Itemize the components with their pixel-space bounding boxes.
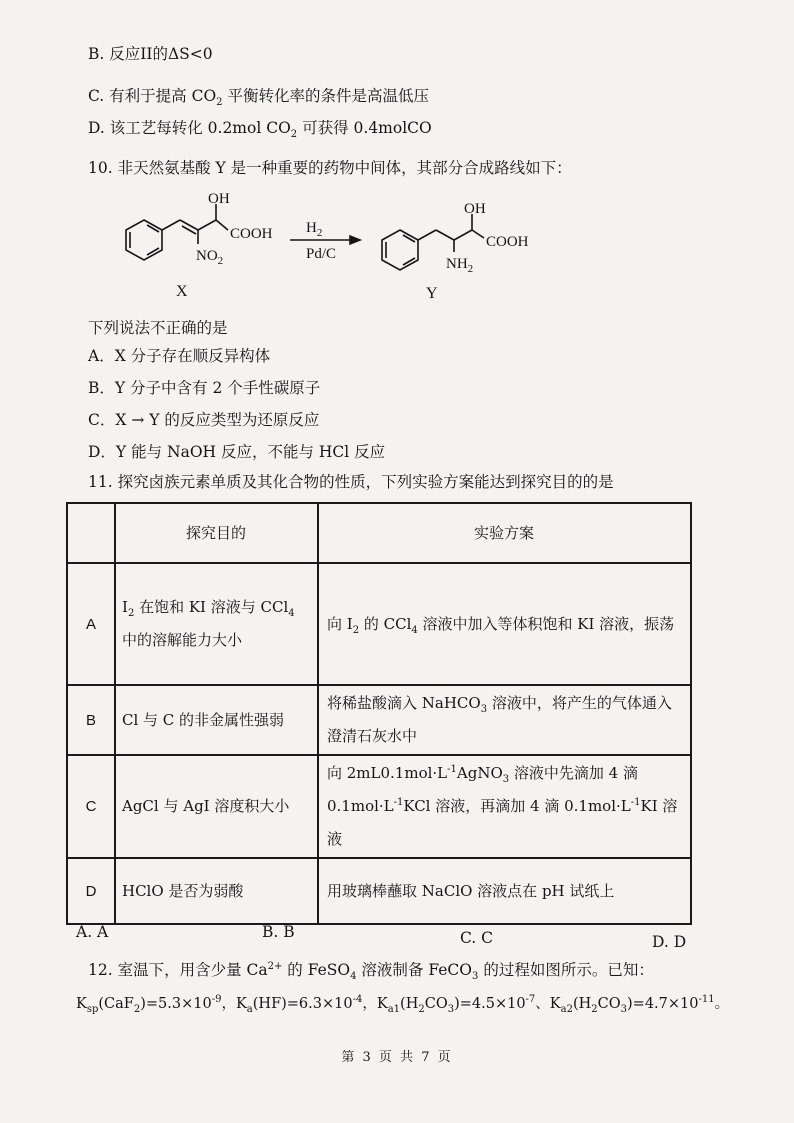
reaction-scheme-svg (118, 192, 568, 304)
row-label: B (67, 685, 115, 755)
q12-constants (76, 994, 729, 1014)
q9-option-b: B. 反应II的ΔS<0 (88, 45, 213, 63)
purpose-sub: 2 (127, 608, 135, 619)
y-nh2-main: NH (446, 256, 468, 272)
q9-option-c (88, 86, 429, 109)
row-label: C (67, 755, 115, 858)
y-nh2-sub: 2 (467, 263, 474, 275)
experiment-table (66, 502, 692, 925)
y-nh2-label (446, 256, 473, 275)
q11-stem: 11. 探究卤族元素单质及其化合物的性质，下列实验方案能达到探究目的的是 (88, 473, 614, 491)
q12-sub-2: 3 (472, 971, 479, 983)
q12-stem (88, 960, 654, 983)
plan-sub-2: 4 (411, 624, 418, 636)
k-sub: sp (86, 1003, 99, 1015)
row-purpose: AgCl 与 AgI 溶度积大小 (115, 755, 318, 858)
k-sup: -9 (211, 994, 222, 1006)
k-sub: 3 (447, 1003, 455, 1015)
x-no2-label (196, 248, 223, 267)
plan-text: 向 I (327, 614, 353, 633)
plan-text: 0.1mol·L (327, 797, 394, 815)
plan-text-3: KI 溶液 (327, 797, 678, 848)
q12-text: 12. 室温下，用含少量 Ca (88, 961, 268, 979)
x-ring-double-bond-3 (147, 248, 159, 255)
table-row (67, 755, 691, 858)
x-double-bond-cc (180, 220, 198, 230)
purpose-text-2: 在饱和 KI 溶液与 CCl (134, 598, 289, 616)
reaction-arrow (290, 236, 360, 244)
plan-text-3: 溶液中先滴加 4 滴 (509, 764, 638, 782)
row-purpose-line-2: 中的溶解能力大小 (122, 631, 243, 649)
x-cooh-label: COOH (230, 226, 273, 242)
k-sub: 2 (418, 1003, 425, 1015)
y-ring-double-bond-3 (403, 258, 415, 265)
row-label: A (67, 563, 115, 685)
y-ring-double-bond-1 (403, 235, 415, 242)
plan-text-2: KCl 溶液，再滴加 4 滴 0.1mol·L (403, 797, 631, 815)
q12-text-4: 的过程如图所示。已知： (478, 961, 654, 979)
row-purpose-line-1 (122, 591, 316, 624)
plan-text-2: 的 CCl (359, 614, 412, 633)
plan-text: 向 2mL0.1mol·L (327, 764, 448, 782)
row-plan-line-2 (327, 790, 689, 856)
q9-option-c-text: C. 有利于提高 CO (88, 87, 217, 105)
x-benzene-ring (126, 220, 162, 260)
q11-choice-b: B. B (262, 923, 295, 941)
k-sup: -4 (352, 994, 363, 1006)
page-footer: 第 3 页 共 7 页 (341, 1050, 453, 1065)
plan-sup-2: -1 (630, 797, 641, 808)
x-no2-main: NO (196, 248, 218, 264)
row-plan (318, 755, 691, 858)
y-cooh-label: COOH (486, 234, 529, 250)
y-bond-cooh (472, 230, 484, 238)
k-sub: 2 (591, 1003, 598, 1015)
y-bond-ch-choh (454, 230, 472, 240)
q12-text-3: 溶液制备 FeCO (356, 961, 473, 979)
plan-sub: 3 (502, 774, 510, 785)
q10-question: 下列说法不正确的是 (88, 319, 228, 337)
x-bond-c-choh (198, 220, 216, 230)
k-sup: -7 (525, 994, 536, 1006)
q11-choice-c: C. C (460, 929, 494, 947)
table-row (67, 858, 691, 924)
q10-option-b: B．Y 分子中含有 2 个手性碳原子 (88, 379, 321, 397)
table-header-purpose: 探究目的 (115, 503, 318, 563)
row-plan-line-1 (327, 687, 689, 720)
reagent-h2 (306, 220, 322, 239)
plan-sub: 3 (480, 704, 488, 715)
q12-text-2: 的 FeSO (282, 961, 351, 979)
plan-sup: -1 (393, 797, 404, 808)
k-text: (HF)=6.3×10 (252, 996, 353, 1012)
plan-text-2: AgNO (456, 764, 503, 782)
q10-option-a: A．X 分子存在顺反异构体 (88, 347, 271, 365)
q9-option-c-sub: 2 (216, 97, 223, 109)
reagent-h2-main: H (306, 220, 317, 236)
reagent-pdc: Pd/C (306, 246, 337, 262)
row-plan-line-2: 澄清石灰水中 (327, 727, 418, 745)
plan-text: 将稀盐酸滴入 NaHCO (327, 694, 481, 712)
row-purpose: Cl 与 C 的非金属性强弱 (115, 685, 318, 755)
x-bond-ring-ch (162, 220, 180, 230)
k-sup: -11 (698, 994, 715, 1006)
k-symbol: K (76, 996, 87, 1012)
row-plan: 用玻璃棒蘸取 NaClO 溶液点在 pH 试纸上 (318, 858, 691, 924)
q11-choice-a: A. A (76, 923, 109, 941)
reaction-arrow-head (350, 236, 360, 244)
k-sub: 2 (133, 1003, 141, 1015)
q10-option-d: D．Y 能与 NaOH 反应，不能与 HCl 反应 (88, 443, 386, 461)
y-bond-ring-ch2 (418, 230, 436, 240)
row-purpose: HClO 是否为弱酸 (115, 858, 318, 924)
row-plan-line-1 (327, 757, 689, 790)
x-ring-double-bond-1 (147, 225, 159, 232)
k-text: ，K (221, 996, 247, 1012)
k-text: 。 (714, 996, 730, 1012)
table-header-plan: 实验方案 (318, 503, 691, 563)
reagent-h2-sub: 2 (316, 227, 323, 239)
q9-option-c-text-2: 平衡转化率的条件是高温低压 (222, 87, 429, 105)
table-header-empty (67, 503, 115, 563)
k-sub: a2 (560, 1003, 573, 1015)
row-purpose (115, 563, 318, 685)
label-y: Y (426, 285, 438, 302)
k-text: )=4.5×10 (454, 996, 526, 1012)
purpose-text: I (122, 598, 128, 616)
k-text: CO (597, 996, 621, 1012)
reaction-scheme (118, 192, 568, 304)
k-text: )=5.3×10 (140, 996, 212, 1012)
k-sub: 3 (620, 1003, 628, 1015)
q12-sub: 4 (350, 971, 357, 983)
y-oh-label: OH (464, 201, 486, 217)
plan-sub: 2 (352, 624, 360, 636)
k-sub: a (246, 1003, 253, 1015)
k-text: )=4.7×10 (627, 996, 699, 1012)
label-x: X (176, 283, 188, 300)
k-sub: a1 (387, 1003, 401, 1015)
molecule-y (382, 214, 484, 270)
table-row (67, 563, 691, 685)
q12-sup: 2+ (267, 960, 283, 972)
plan-sup: -1 (447, 764, 457, 775)
x-oh-label: OH (208, 191, 230, 207)
table-row (67, 685, 691, 755)
row-label: D (67, 858, 115, 924)
table-header-row (67, 503, 691, 563)
q9-option-d (88, 118, 432, 141)
k-text: CO (424, 996, 448, 1012)
y-bond-ch2-ch (436, 230, 454, 240)
q10-option-c: C．X → Y 的反应类型为还原反应 (88, 411, 320, 429)
purpose-sub-2: 4 (288, 608, 295, 619)
plan-text-2: 溶液中，将产生的气体通入 (487, 694, 672, 712)
k-text: (CaF (98, 996, 134, 1012)
q11-choice-d: D. D (652, 933, 687, 951)
row-plan (318, 563, 691, 685)
x-bond-cooh (216, 220, 228, 230)
x-no2-sub: 2 (217, 255, 224, 267)
y-benzene-ring (382, 230, 418, 270)
q9-option-d-text: D. 该工艺每转化 0.2mol CO (88, 119, 291, 137)
k-text: 、K (535, 996, 561, 1012)
k-text: (H (400, 996, 419, 1012)
k-text: (H (572, 996, 592, 1012)
row-plan (318, 685, 691, 755)
plan-text-3: 溶液中加入等体积饱和 KI 溶液，振荡 (417, 614, 675, 633)
q10-stem: 10. 非天然氨基酸 Y 是一种重要的药物中间体，其部分合成路线如下： (88, 159, 572, 177)
k-text: ，K (362, 996, 388, 1012)
q9-option-d-sub: 2 (290, 129, 298, 141)
q9-option-d-text-2: 可获得 0.4molCO (297, 119, 432, 137)
